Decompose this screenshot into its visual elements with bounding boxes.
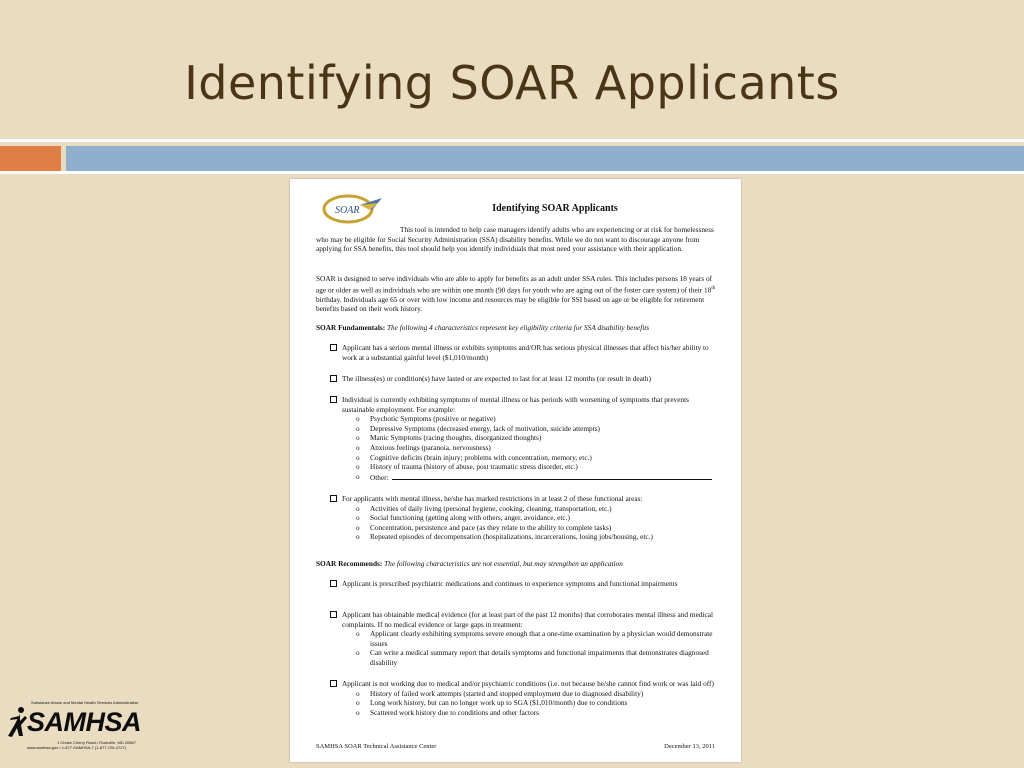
- checklist-item-text: Applicant is not working due to medical and/or psychiatric conditions (i.e. not because he/she cannot find work or was laid off): [342, 679, 714, 688]
- accent-bar-orange: [0, 146, 61, 171]
- sub-item: [356, 523, 715, 533]
- checklist-item: [330, 343, 715, 362]
- bullet-icon: o: [356, 433, 360, 443]
- sub-item: [356, 648, 715, 667]
- soar-text-b: birthday. Individuals age 65 or over with low income and resources may be eligible for SSI based on age or be eligible for retirement benefits based on their work history.: [316, 294, 705, 314]
- document-title: Identifying SOAR Applicants: [492, 203, 618, 214]
- soar-paragraph: [316, 274, 718, 314]
- bullet-icon: o: [356, 513, 360, 523]
- sub-item-text: Concentration, persistence and pace (as they relate to the ability to complete tasks): [370, 522, 612, 532]
- sub-item-text: Anxious feelings (paranoia, nervousness): [370, 442, 491, 452]
- checklist-item: [330, 610, 715, 668]
- sub-item: [356, 472, 715, 483]
- sub-item-text: Manic Symptoms (racing thoughts, disorganized thoughts): [370, 433, 542, 443]
- checkbox-icon[interactable]: [330, 580, 337, 587]
- checkbox-icon[interactable]: [330, 344, 337, 351]
- sub-item-text: Long work history, but can no longer work up to SGA ($1,010/month) due to conditions: [370, 698, 628, 708]
- checkbox-icon[interactable]: [330, 611, 337, 618]
- bullet-icon: o: [356, 688, 360, 698]
- bullet-icon: o: [356, 698, 360, 708]
- footer-date: December 13, 2011: [664, 743, 715, 750]
- checklist-item-text: Applicant is prescribed psychiatric medications and continues to experience symptoms and functional impairments: [342, 579, 678, 588]
- checklist-item-text: The illness(es) or condition(s) have lasted or are expected to last for at least 12 months (or result in death): [342, 374, 652, 383]
- sub-item: [356, 504, 715, 514]
- bullet-icon: o: [356, 707, 360, 717]
- soar-logo: [320, 191, 392, 227]
- checklist-item: [330, 374, 715, 384]
- bullet-icon: o: [356, 423, 360, 433]
- recommends-title: SOAR Recommends:: [316, 559, 383, 568]
- sub-item: [356, 433, 715, 443]
- sub-item-text: History of trauma (history of abuse, post traumatic stress disorder, etc.): [370, 462, 578, 472]
- accent-bar-blue: [66, 146, 1024, 171]
- checklist-item-text: For applicants with mental illness, he/she has marked restrictions in at least 2 of these functional areas:: [342, 494, 643, 503]
- sub-item: [356, 443, 715, 453]
- checkbox-icon[interactable]: [330, 396, 337, 403]
- bullet-icon: o: [356, 414, 360, 424]
- sub-item: [356, 453, 715, 463]
- sub-item-text: Psychotic Symptoms (positive or negative): [370, 414, 496, 424]
- sub-item: [356, 414, 715, 424]
- sub-item: [356, 689, 715, 699]
- soar-text-a: SOAR is designed to serve individuals who are able to apply for benefits as an adult under SSA rules. This includes persons 18 years of age or older as well as individuals who are within one month (90 days for youth who are aging out of the foster care system) of their 18: [316, 274, 713, 295]
- samhsa-address: 1 Choke Cherry Road • Rockville, MD 20857: [57, 740, 136, 745]
- checklist-item-text: Individual is currently exhibiting symptoms of mental illness or has periods with worsening of symptoms that prevents sustainable employment. For example:: [342, 395, 689, 414]
- soar-logo-icon: [320, 191, 392, 227]
- intro-paragraph: [316, 225, 718, 254]
- slide-title: Identifying SOAR Applicants: [184, 56, 840, 110]
- sub-item: [356, 532, 715, 542]
- checklist-item: [330, 494, 715, 542]
- samhsa-contact: www.samhsa.gov • 1-877-SAMHSA-7 (1-877-726-4727): [27, 745, 126, 750]
- sub-item-text: Applicant clearly exhibiting symptoms severe enough that a one-time examination by a physician would demonstrate issues: [370, 629, 713, 648]
- sub-item: [356, 698, 715, 708]
- sub-item: [356, 462, 715, 472]
- recommends-heading: [316, 559, 726, 569]
- other-blank-line[interactable]: [392, 472, 712, 480]
- bullet-icon: o: [356, 522, 360, 532]
- checklist-item: [330, 679, 715, 717]
- bullet-icon: o: [356, 462, 360, 472]
- sub-item: [356, 629, 715, 648]
- sub-item-text: Cognitive deficits (brain injury; problems with concentration, memory, etc.): [370, 452, 592, 462]
- checklist-item: [330, 579, 715, 589]
- sub-item: [356, 424, 715, 434]
- samhsa-wordmark: SAMHSA: [27, 707, 142, 737]
- sub-item: [356, 708, 715, 718]
- fundamentals-heading: [316, 323, 726, 333]
- checklist-item-text: Applicant has a serious mental illness or exhibits symptoms and/OR has serious physical illnesses that affect his/her ability to work at a substantial gainful level ($1,010/month): [342, 343, 709, 362]
- recommends-subtitle: The following characteristics are not essential, but may strengthen an application: [384, 559, 623, 568]
- sub-item-text: Can write a medical summary report that details symptoms and functional impairments that demonstrates diagnosed disability: [370, 648, 709, 667]
- bullet-icon: o: [356, 452, 360, 462]
- intro-text: This tool is intended to help case managers identify adults who are experiencing or at risk for homelessness who may be eligible for Social Security Administration (SSA) disability benefits. While we do not want to discourage anyone from applying for SSA benefits, this tool should help you identify individuals that most need your assistance with their application.: [316, 225, 714, 254]
- sub-item-text: Other:: [370, 472, 389, 482]
- bullet-icon: o: [356, 648, 360, 658]
- fundamentals-title: SOAR Fundamentals:: [316, 323, 386, 332]
- sub-item-text: History of failed work attempts (started and stopped employment due to diagnosed disability): [370, 688, 644, 698]
- bullet-icon: o: [356, 503, 360, 513]
- checkbox-icon[interactable]: [330, 375, 337, 382]
- divider: [0, 139, 1024, 142]
- bullet-icon: o: [356, 471, 360, 481]
- bullet-icon: o: [356, 532, 360, 542]
- checkbox-icon[interactable]: [330, 680, 337, 687]
- sub-item-text: Scattered work history due to conditions and other factors: [370, 707, 540, 717]
- sub-item-text: Social functioning (getting along with others, anger, avoidance, etc.): [370, 513, 570, 523]
- sub-item: [356, 513, 715, 523]
- checkbox-icon[interactable]: [330, 495, 337, 502]
- bullet-icon: o: [356, 442, 360, 452]
- sub-item-text: Repeated episodes of decompensation (hospitalizations, incarcerations, losing jobs/housing, etc.): [370, 532, 653, 542]
- footer-left: SAMHSA SOAR Technical Assistance Center: [316, 743, 437, 750]
- checklist-item-text: Applicant has obtainable medical evidence (for at least part of the past 12 months) that corroborates mental illness and medical complaints. If no medical evidence or large gaps in treatment:: [342, 610, 714, 629]
- checklist-item: [330, 395, 715, 482]
- soar-logo-text: SOAR: [335, 205, 360, 216]
- divider: [0, 171, 1024, 174]
- bullet-icon: o: [356, 629, 360, 639]
- soar-text-sup: th: [711, 285, 716, 291]
- sub-item-text: Depressive Symptoms (decreased energy, lack of motivation, suicide attempts): [370, 423, 600, 433]
- sub-item-text: Activities of daily living (personal hygiene, cooking, cleaning, transportation, etc.): [370, 503, 612, 513]
- samhsa-agency-name: Substance Abuse and Mental Health Services Administration: [31, 700, 139, 705]
- fundamentals-subtitle: The following 4 characteristics represent key eligibility criteria for SSA disability benefits: [386, 323, 650, 332]
- document-page: [290, 179, 741, 762]
- samhsa-logo: [5, 698, 155, 758]
